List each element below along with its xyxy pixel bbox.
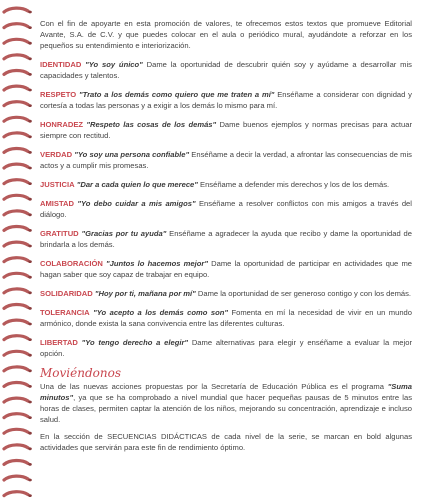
value-text: Enséñame a agradecer la ayuda que recibo y dame la oportunidad de brindarla a los demás. [40,229,412,249]
value-motto: "Respeto las cosas de los demás" [86,120,217,129]
spiral-ring [4,258,32,263]
value-item [40,89,412,111]
page-content [40,18,412,459]
value-text: Fomenta en mí la necesidad de vivir en un mundo armónico, donde exista la sana convivencia entre las diferentes culturas. [40,308,412,328]
spiral-ring [4,476,32,481]
value-name: GRATITUD [40,229,79,238]
value-motto: "Yo soy una persona confiable" [74,150,190,159]
spiral-ring [4,414,32,419]
value-text: Dame la oportunidad de descubrir quién soy y ayúdame a desarrollar mis capacidades y talentos. [40,60,412,80]
spiral-ring [4,273,32,278]
spiral-ring [4,102,32,107]
moviendonos-title: Moviéndonos [40,366,121,380]
spiral-ring [4,398,32,403]
value-text: Enséñame a considerar con dignidad y cortesía a todas las personas y a exigir a los demás lo mismo para mí. [40,90,412,110]
spiral-ring [4,320,32,325]
value-text: Enséñame a decir la verdad, a afrontar las consecuencias de mis actos y a cumplir mis promesas. [40,150,412,170]
moviendonos-paragraph-1: Una de las nuevas acciones propuestas por la Secretaría de Educación Pública es el programa "Suma minutos", ya que se ha comprobado a nivel mundial que hacer pequeñas pausas de 5 minutos entre las horas de clases, permiten captar la atención de los niños, mejorando su concentración, aprendizaje e incluso salud. [40,382,412,424]
moviendonos-section [40,367,412,453]
value-motto: "Gracias por tu ayuda" [81,229,167,238]
values-list [40,59,412,359]
value-item [40,179,412,190]
value-name: COLABORACIÓN [40,259,103,268]
spiral-ring [4,71,32,76]
value-item [40,198,412,220]
spiral-ring [4,117,32,122]
suma-minutos-label: "Suma minutos" [40,382,412,402]
value-item [40,228,412,250]
spiral-ring [4,149,32,154]
spiral-ring [4,383,32,388]
spiral-ring [4,39,32,44]
intro-paragraph: Con el fin de apoyarte en esta promoción de valores, te ofrecemos estos textos que promueve Editorial Avante, S.A. de C.V. y que puedes colocar en el aula o periódico mural, ayudándote a reforzar en los pequeños su entendimiento e interiorización. [40,19,412,50]
spiral-binding [0,0,34,500]
spiral-ring [4,461,32,466]
value-text: Enséñame a defender mis derechos y los de los demás. [200,180,390,189]
spiral-ring [4,211,32,216]
spiral-ring [4,180,32,185]
value-name: VERDAD [40,150,73,159]
value-name: TOLERANCIA [40,308,90,317]
spiral-ring [4,289,32,294]
spiral-ring [4,367,32,372]
value-name: RESPETO [40,90,77,99]
value-item [40,258,412,280]
spiral-ring [4,429,32,434]
spiral-ring [4,86,32,91]
spiral-ring [4,133,32,138]
value-motto: "Yo tengo derecho a elegir" [81,338,189,347]
value-text: Dame la oportunidad de ser generoso contigo y con los demás. [197,289,412,298]
spiral-ring [4,351,32,356]
spiral-ring [4,305,32,310]
spiral-ring [4,242,32,247]
value-name: LIBERTAD [40,338,78,347]
value-motto: "Hoy por ti, mañana por mí" [94,289,196,298]
value-motto: "Yo debo cuidar a mis amigos" [77,199,196,208]
value-name: IDENTIDAD [40,60,82,69]
spiral-ring [4,227,32,232]
value-item [40,59,412,81]
spiral-ring [4,164,32,169]
value-item [40,149,412,171]
value-item [40,119,412,141]
moviendonos-paragraph-2: En la sección de SECUENCIAS DIDÁCTICAS de cada nivel de la serie, se marcan en bold algunas actividades que servirán para este fin de rendimiento óptimo. [40,432,412,452]
spiral-ring [4,336,32,341]
value-text: Dame alternativas para elegir y enséñame a evaluar la mejor opción. [40,338,412,358]
value-name: HONRADEZ [40,120,84,129]
spiral-ring [4,445,32,450]
value-text: Dame la oportunidad de participar en actividades que me hagan saber que soy capaz de trabajar en equipo. [40,259,412,279]
value-motto: "Trato a los demás como quiero que me traten a mí" [78,90,275,99]
value-item [40,288,412,299]
value-name: JUSTICIA [40,180,75,189]
value-item [40,307,412,329]
spiral-ring [4,55,32,60]
value-name: AMISTAD [40,199,75,208]
spiral-ring [4,24,32,29]
spiral-ring [4,492,32,497]
value-motto: "Dar a cada quien lo que merece" [76,180,198,189]
value-text: Dame buenos ejemplos y normas precisas para actuar siempre con rectitud. [40,120,412,140]
value-item [40,337,412,359]
spiral-ring [4,195,32,200]
value-text: Enséñame a resolver conflictos con mis amigos a través del diálogo. [40,199,412,219]
value-motto: "Yo acepto a los demás como son" [93,308,228,317]
value-motto: "Yo soy único" [85,60,143,69]
value-name: SOLIDARIDAD [40,289,93,298]
value-motto: "Juntos lo hacemos mejor" [106,259,208,268]
spiral-ring [4,8,32,13]
